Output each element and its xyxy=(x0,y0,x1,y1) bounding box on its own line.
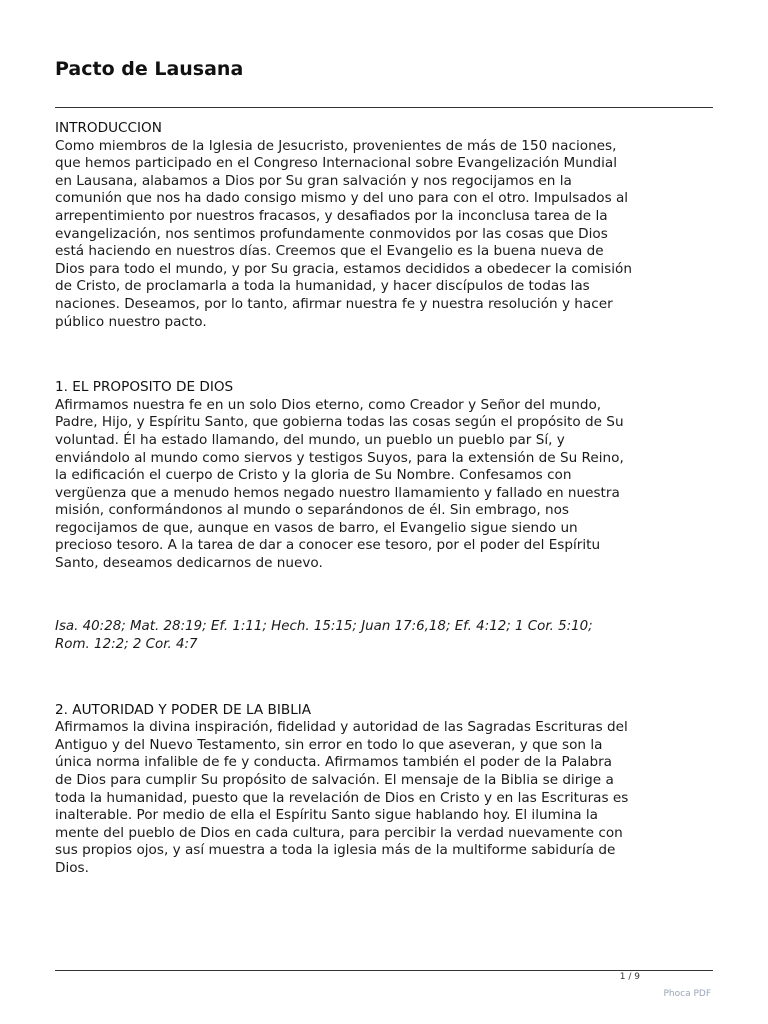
section-heading: 1. EL PROPOSITO DE DIOS xyxy=(55,379,234,396)
section-spacer xyxy=(55,573,720,618)
section-autoridad-biblia xyxy=(55,702,720,878)
section-spacer xyxy=(55,654,720,702)
section-spacer xyxy=(55,331,720,379)
page-title: Pacto de Lausana xyxy=(55,58,244,80)
footer-brand-link[interactable]: Phoca PDF xyxy=(663,989,711,999)
footer-divider xyxy=(55,970,713,971)
header-divider xyxy=(55,107,713,108)
section-paragraph: Afirmamos la divina inspiración, fidelidad y autoridad de las Sagradas Escrituras del Antiguo y del Nuevo Testamento, sin error en todo lo que aseveran, y que son la única norma infalible de fe y conducta. Afirmamos también el poder de la Palabra de Dios para cumplir Su propósito de salvación. El mensaje de la Biblia se dirige a toda la humanidad, puesto que la revelación de Dios en Cristo y en las Escrituras es inalterable. Por medio de ella el Espíritu Santo sigue hablando hoy. El ilumina la mente del pueblo de Dios en cada cultura, para percibir la verdad nuevamente con sus propios ojos, y así muestra a toda la iglesia más de la multiforme sabiduría de Dios. xyxy=(55,719,629,876)
section-heading: 2. AUTORIDAD Y PODER DE LA BIBLIA xyxy=(55,701,312,718)
page-number: 1 / 9 xyxy=(619,972,640,982)
section-introduccion xyxy=(55,120,720,331)
section-proposito-de-dios xyxy=(55,379,720,654)
document-content xyxy=(55,120,720,878)
scripture-references: Isa. 40:28; Mat. 28:19; Ef. 1:11; Hech. 15:15; Juan 17:6,18; Ef. 4:12; 1 Cor. 5:10; Rom. 12:2; 2 Cor. 4:7 xyxy=(55,618,593,652)
section-paragraph: Afirmamos nuestra fe en un solo Dios eterno, como Creador y Señor del mundo, Padre, Hijo, y Espíritu Santo, que gobierna todas las cosas según el propósito de Su voluntad. Él ha estado llamando, del mundo, un pueblo un pueblo par Sí, y enviándolo al mundo como siervos y testigos Suyos, para la extensión de Su Reino, la edificación el cuerpo de Cristo y la gloria de Su Nombre. Confesamos con vergüenza que a menudo hemos negado nuestro llamamiento y fallado en nuestra misión, conformándonos al mundo o separándonos de él. Sin embrago, nos regocijamos de que, aunque en vasos de barro, el Evangelio sigue siendo un precioso tesoro. A la tarea de dar a conocer ese tesoro, por el poder del Espíritu Santo, deseamos dedicarnos de nuevo. xyxy=(55,396,624,572)
section-paragraph: Como miembros de la Iglesia de Jesucristo, provenientes de más de 150 naciones, que hemos participado en el Congreso Internacional sobre Evangelización Mundial en Lausana, alabamos a Dios por Su gran salvación y nos regocijamos en la comunión que nos ha dado consigo mismo y del uno para con el otro. Impulsados al arrepentimiento por nuestros fracasos, y desafiados por la inconclusa tarea de la evangelización, nos sentimos profundamente conmovidos por las cosas que Dios está haciendo en nuestros días. Creemos que el Evangelio es la buena nueva de Dios para todo el mundo, y por Su gracia, estamos decididos a obedecer la comisión de Cristo, de proclamarla a toda la humanidad, y hacer discípulos de todas las naciones. Deseamos, por lo tanto, afirmar nuestra fe y nuestra resolución y hacer público nuestro pacto. xyxy=(55,137,632,330)
section-heading: INTRODUCCION xyxy=(55,120,162,136)
